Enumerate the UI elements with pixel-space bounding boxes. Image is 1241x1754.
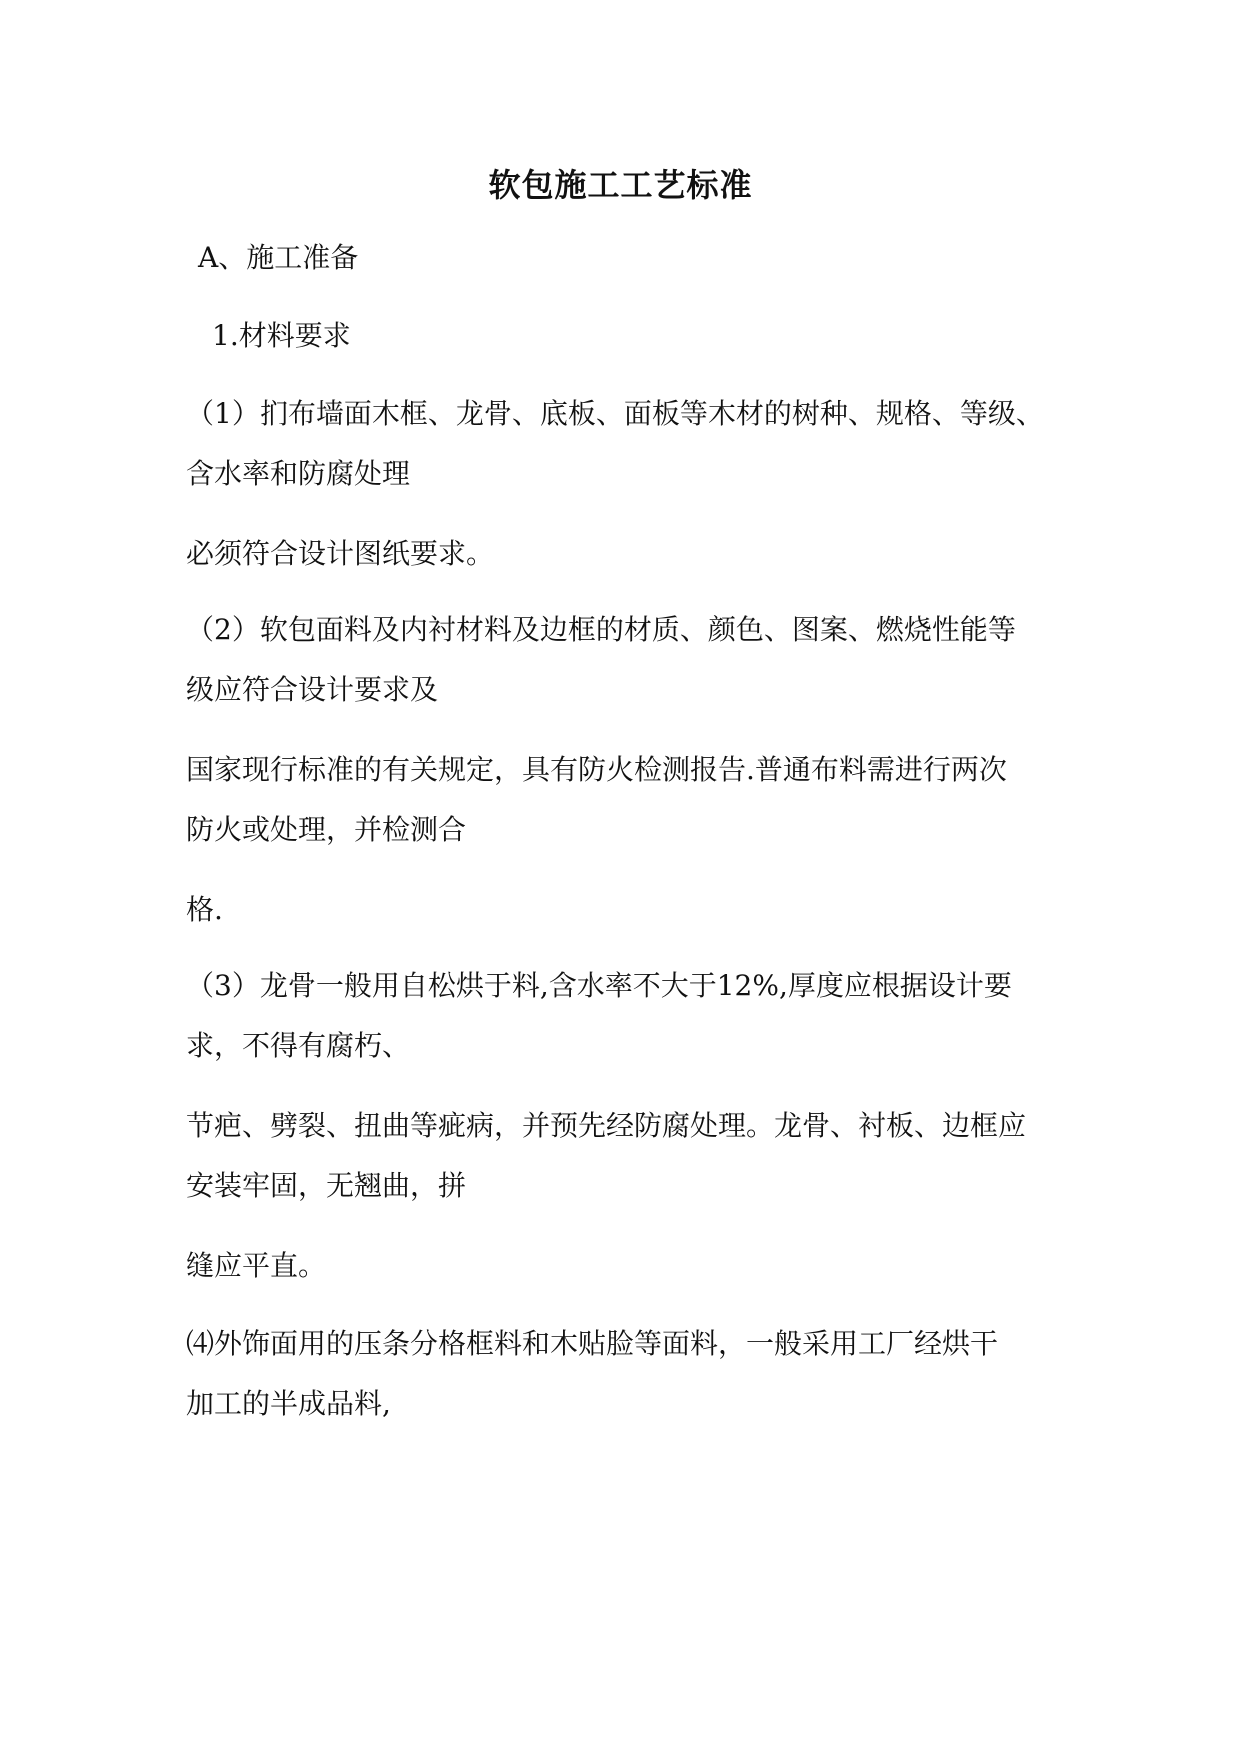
body-line: 级应符合设计要求及 [186, 673, 439, 706]
body-line: 国家现行标准的有关规定，具有防火检测报告.普通布料需进行两次 [186, 753, 1007, 786]
body-line: 求，不得有腐朽、 [186, 1029, 411, 1062]
body-line: （1）扪布墙面木框、龙骨、底板、面板等木材的树种、规格、等级、 [186, 397, 1044, 430]
body-line: 必须符合设计图纸要求。 [186, 537, 495, 570]
body-line: 防火或处理，并检测合 [186, 813, 467, 846]
body-line: 格. [186, 893, 223, 926]
body-line: 缝应平直。 [186, 1249, 327, 1282]
body-line: ⑷外饰面用的压条分格框料和木贴脸等面料，一般采用工厂经烘干 [186, 1327, 999, 1360]
body-line: 安装牢固，无翘曲，拼 [186, 1169, 467, 1202]
body-line: （3）龙骨一般用自松烘于料,含水率不大于12%,厚度应根据设计要 [186, 969, 1012, 1002]
body-line: 含水率和防腐处理 [186, 457, 411, 490]
body-line: （2）软包面料及内衬材料及边框的材质、颜色、图案、燃烧性能等 [186, 613, 1016, 646]
body-line: 节疤、劈裂、扭曲等疵病，并预先经防腐处理。龙骨、衬板、边框应 [186, 1109, 1027, 1142]
body-line: 加工的半成品料, [186, 1387, 391, 1420]
document-title: 软包施工工艺标准 [488, 166, 753, 204]
section-heading: A、施工准备 [198, 241, 359, 274]
subsection-heading: 1.材料要求 [212, 319, 351, 352]
